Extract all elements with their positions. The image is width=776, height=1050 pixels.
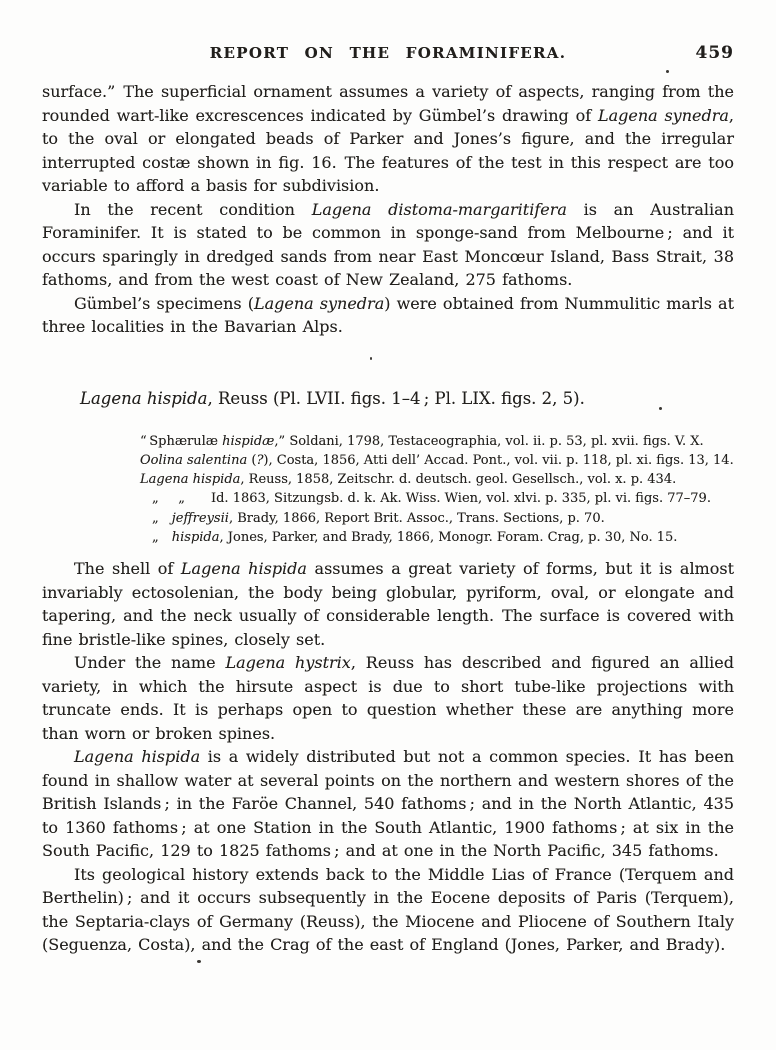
paragraph-geological-history: Its geological history extends back to the Middle Lias of France (Terquem and Berthelin) ; and it occurs subsequently in the Eocene deposits of Paris (Terquem), the Septaria-clays of Germany (Reuss), the Miocene and Pliocene of Southern Italy (Seguenza, Costa), and the Crag of the east of England (Jones, Parker, and Brady). bbox=[42, 864, 734, 955]
synonymy-entry: „ hispida, Jones, Parker, and Brady, 1866, Monogr. Foram. Crag, p. 30, No. 15. bbox=[152, 529, 678, 545]
synonymy-list bbox=[42, 432, 734, 548]
ink-speck bbox=[659, 407, 662, 410]
synonymy-entry: Lagena hispida, Reuss, 1858, Zeitschr. d. deutsch. geol. Gesellsch., vol. x. p. 434. bbox=[140, 472, 677, 488]
page-content bbox=[42, 44, 734, 957]
synonymy-entry: „ „ Id. 1863, Sitzungsb. d. k. Ak. Wiss. Wien, vol. xlvi. p. 335, pl. vi. figs. 77–79. bbox=[152, 491, 711, 507]
synonymy-entry: “ Sphærulæ hispidæ,” Soldani, 1798, Testaceographia, vol. ii. p. 53, pl. xvii. figs. V. X. bbox=[140, 433, 704, 449]
paragraph-lagena-hystrix: Under the name Lagena hystrix, Reuss has described and figured an allied variety, in which the hirsute aspect is due to short tube-like projections with truncate ends. It is perhaps open to question whether these are anything more than worn or broken spines. bbox=[42, 653, 735, 743]
page-header bbox=[42, 44, 734, 66]
running-title: REPORT ON THE FORAMINIFERA. bbox=[209, 44, 567, 62]
synonymy-entry: „ jeffreysii, Brady, 1866, Report Brit. Assoc., Trans. Sections, p. 70. bbox=[152, 510, 605, 526]
synonymy-gap bbox=[42, 547, 734, 557]
paragraph-recent-condition: In the recent condition Lagena distoma-margaritifera is an Australian Foraminifer. It is stated to be common in sponge-sand from Melbourne ; and it occurs sparingly in dredged sands from near East Moncœur Island, Bass Strait, 38 fathoms, and from the west coast of New Zealand, 275 fathoms. bbox=[42, 199, 734, 289]
paragraph-shell-description: The shell of Lagena hispida assumes a great variety of forms, but it is almost invariably ectosolenian, the body being globular, pyriform, oval, or elongate and tapering, and the neck usually of considerable length. The surface is covered with fine bristle-like spines, closely set. bbox=[42, 559, 735, 649]
ink-speck bbox=[370, 357, 372, 360]
species-heading: Lagena hispida, Reuss (Pl. LVII. figs. 1–4 ; Pl. LIX. figs. 2, 5). bbox=[80, 388, 585, 408]
paragraph-gumbels-specimens: Gümbel’s specimens (Lagena synedra) were obtained from Nummulitic marls at three localities in the Bavarian Alps. bbox=[42, 293, 734, 336]
heading-gap bbox=[42, 411, 734, 432]
ink-speck bbox=[666, 70, 669, 73]
paragraph-distribution: Lagena hispida is a widely distributed but not a common species. It has been found in shallow water at several points on the northern and western shores of the British Islands ; in the Faröe Channel, 540 fathoms ; and in the North Atlantic, 435 to 1360 fathoms ; at one Station in the South Atlantic, 1900 fathoms ; at six in the South Pacific, 129 to 1825 fathoms ; and at one in the North Pacific, 345 fathoms. bbox=[42, 747, 734, 861]
page-number: 459 bbox=[695, 43, 734, 63]
body-text bbox=[42, 80, 734, 957]
ink-speck bbox=[197, 960, 201, 963]
section-gap bbox=[42, 339, 734, 387]
synonymy-entry: Oolina salentina (?), Costa, 1856, Atti dell’ Accad. Pont., vol. vii. p. 118, pl. xi. figs. 13, 14. bbox=[140, 452, 734, 468]
paragraph-surface-ornament: surface.” The superficial ornament assumes a variety of aspects, ranging from the rounded wart-like excrescences indicated by Gümbel’s drawing of Lagena synedra, to the oval or elongated beads of Parker and Jones’s figure, and the irregular interrupted costæ shown in fig. 16. The features of the test in this respect are too variable to afford a basis for subdivision. bbox=[42, 82, 735, 195]
